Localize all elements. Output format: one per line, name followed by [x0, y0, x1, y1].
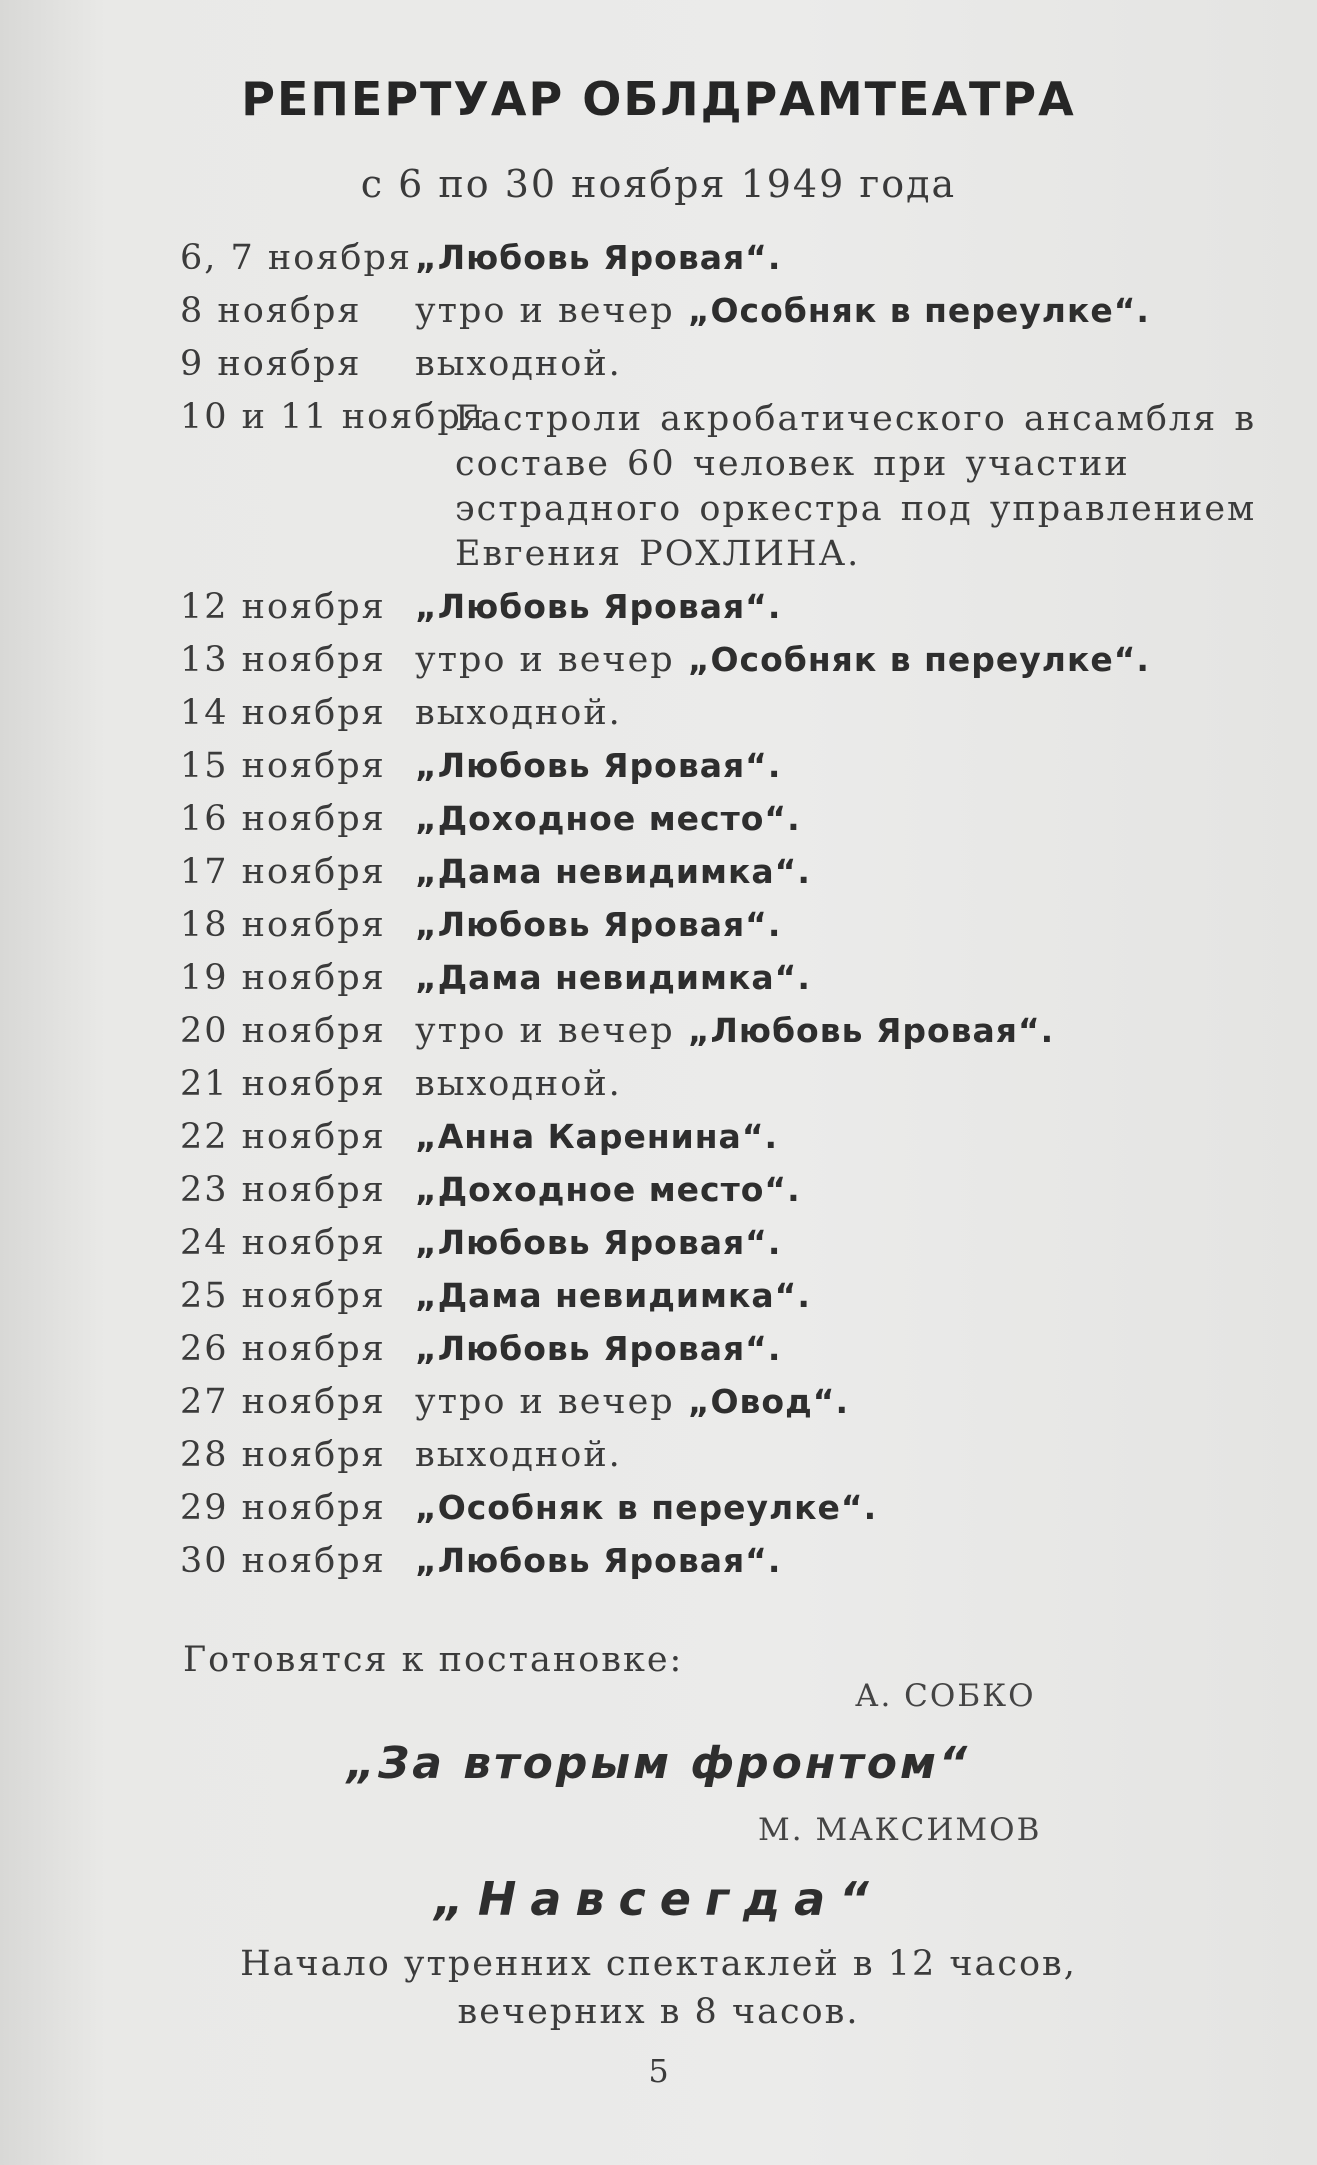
schedule-entry: [180, 397, 1280, 577]
schedule-entry: [180, 905, 1280, 958]
entry-date: 9 ноября: [180, 344, 362, 384]
schedule-entry: [180, 1170, 1280, 1223]
play-title-navsegda: „Навсегда“: [434, 1872, 883, 1926]
schedule-entry: [180, 852, 1280, 905]
entry-content: [415, 291, 1150, 331]
schedule-entry: [180, 1435, 1280, 1488]
entry-play-title: „Любовь Яровая“.: [415, 1223, 782, 1262]
entry-date: 30 ноября: [180, 1541, 386, 1581]
start-time-note: [0, 1940, 1317, 2036]
schedule-entry: [180, 958, 1280, 1011]
page-subtitle: с 6 по 30 ноября 1949 года: [360, 162, 957, 206]
entry-content: [415, 852, 811, 892]
entry-play-title: „Доходное место“.: [415, 1170, 801, 1209]
entry-text: выходной.: [415, 344, 622, 384]
entry-date: 17 ноября: [180, 852, 386, 892]
entry-date: 26 ноября: [180, 1329, 386, 1369]
page-number: 5: [648, 2052, 669, 2090]
entry-date: 28 ноября: [180, 1435, 386, 1475]
entry-content: [415, 1223, 781, 1263]
entry-date: 13 ноября: [180, 640, 386, 680]
entry-content: [415, 587, 781, 627]
entry-play-title: „Дама невидимка“.: [415, 1276, 811, 1315]
entry-date: 19 ноября: [180, 958, 386, 998]
schedule-entry: [180, 1117, 1280, 1170]
entry-date: 23 ноября: [180, 1170, 386, 1210]
entry-date: 8 ноября: [180, 291, 362, 331]
entry-play-title: „Любовь Яровая“.: [687, 1011, 1055, 1050]
repertoire-list: [180, 238, 1280, 1594]
schedule-entry: [180, 1488, 1280, 1541]
entry-text: Гастроли акробатического ансамбля в составе 60 человек при участии эстрадного оркестра под управлением Евгения РОХЛИНА.: [455, 399, 1257, 574]
entry-content: [415, 640, 1150, 680]
note-line: Начало утренних спектаклей в 12 часов,: [240, 1944, 1077, 1984]
entry-play-title: „Особняк в переулке“.: [415, 1488, 878, 1527]
entry-content: [415, 1329, 781, 1369]
entry-text: выходной.: [415, 693, 622, 733]
entry-content: [415, 1064, 622, 1104]
entry-text: выходной.: [415, 1064, 622, 1104]
author-maksimov: М. МАКСИМОВ: [758, 1812, 1042, 1848]
preparing-heading: Готовятся к постановке:: [183, 1640, 684, 1680]
entry-text: утро и вечер: [415, 291, 688, 331]
entry-content: [415, 1541, 781, 1581]
entry-date: 21 ноября: [180, 1064, 386, 1104]
entry-text: утро и вечер: [415, 1382, 688, 1422]
entry-play-title: „Особняк в переулке“.: [687, 640, 1150, 679]
schedule-entry: [180, 1223, 1280, 1276]
entry-play-title: „Любовь Яровая“.: [415, 905, 782, 944]
entry-text: утро и вечер: [415, 1011, 688, 1051]
entry-play-title: „Особняк в переулке“.: [687, 291, 1150, 330]
entry-content: [415, 1435, 622, 1475]
entry-play-title: „Анна Каренина“.: [415, 1117, 779, 1156]
entry-content: [415, 746, 781, 786]
entry-content: [415, 799, 801, 839]
entry-date: 12 ноября: [180, 587, 386, 627]
entry-content: [415, 1011, 1054, 1051]
entry-content: [415, 1170, 801, 1210]
entry-text: утро и вечер: [415, 640, 688, 680]
schedule-entry: [180, 746, 1280, 799]
entry-play-title: „Любовь Яровая“.: [415, 238, 782, 277]
entry-date: 18 ноября: [180, 905, 386, 945]
entry-date: 25 ноября: [180, 1276, 386, 1316]
entry-play-title: „Овод“.: [687, 1382, 849, 1421]
entry-content: [415, 1117, 778, 1157]
note-line: вечерних в 8 часов.: [457, 1992, 860, 2032]
schedule-entry: [180, 1276, 1280, 1329]
entry-content: [415, 958, 811, 998]
entry-date: 15 ноября: [180, 746, 386, 786]
schedule-entry: [180, 1011, 1280, 1064]
schedule-entry: [180, 344, 1280, 397]
entry-play-title: „Дама невидимка“.: [415, 852, 811, 891]
play-title-second-front: „За вторым фронтом“: [346, 1738, 971, 1789]
entry-play-title: „Доходное место“.: [415, 799, 801, 838]
entry-content: [415, 238, 781, 278]
page-title: РЕПЕРТУАР ОБЛДРАМТЕАТРА: [241, 72, 1076, 126]
entry-content: [455, 397, 1280, 577]
entry-date: 16 ноября: [180, 799, 386, 839]
schedule-entry: [180, 238, 1280, 291]
entry-content: [415, 1382, 849, 1422]
entry-content: [415, 1276, 811, 1316]
entry-play-title: „Любовь Яровая“.: [415, 1541, 782, 1580]
entry-content: [415, 1488, 877, 1528]
entry-play-title: „Дама невидимка“.: [415, 958, 811, 997]
schedule-entry: [180, 1382, 1280, 1435]
entry-date: 27 ноября: [180, 1382, 386, 1422]
schedule-entry: [180, 799, 1280, 852]
author-sobko: А. СОБКО: [855, 1678, 1036, 1714]
schedule-entry: [180, 1064, 1280, 1117]
schedule-entry: [180, 291, 1280, 344]
entry-date: 29 ноября: [180, 1488, 386, 1528]
entry-content: [415, 344, 622, 384]
entry-play-title: „Любовь Яровая“.: [415, 1329, 782, 1368]
entry-date: 6, 7 ноября: [180, 238, 412, 278]
entry-text: выходной.: [415, 1435, 622, 1475]
schedule-entry: [180, 1541, 1280, 1594]
entry-date: 20 ноября: [180, 1011, 386, 1051]
schedule-entry: [180, 1329, 1280, 1382]
entry-content: [415, 693, 622, 733]
schedule-entry: [180, 640, 1280, 693]
entry-play-title: „Любовь Яровая“.: [415, 587, 782, 626]
entry-content: [415, 905, 781, 945]
entry-date: 22 ноября: [180, 1117, 386, 1157]
entry-date: 24 ноября: [180, 1223, 386, 1263]
entry-date: 14 ноября: [180, 693, 386, 733]
schedule-entry: [180, 693, 1280, 746]
entry-date: 10 и 11 ноября: [180, 397, 486, 437]
entry-play-title: „Любовь Яровая“.: [415, 746, 782, 785]
schedule-entry: [180, 587, 1280, 640]
